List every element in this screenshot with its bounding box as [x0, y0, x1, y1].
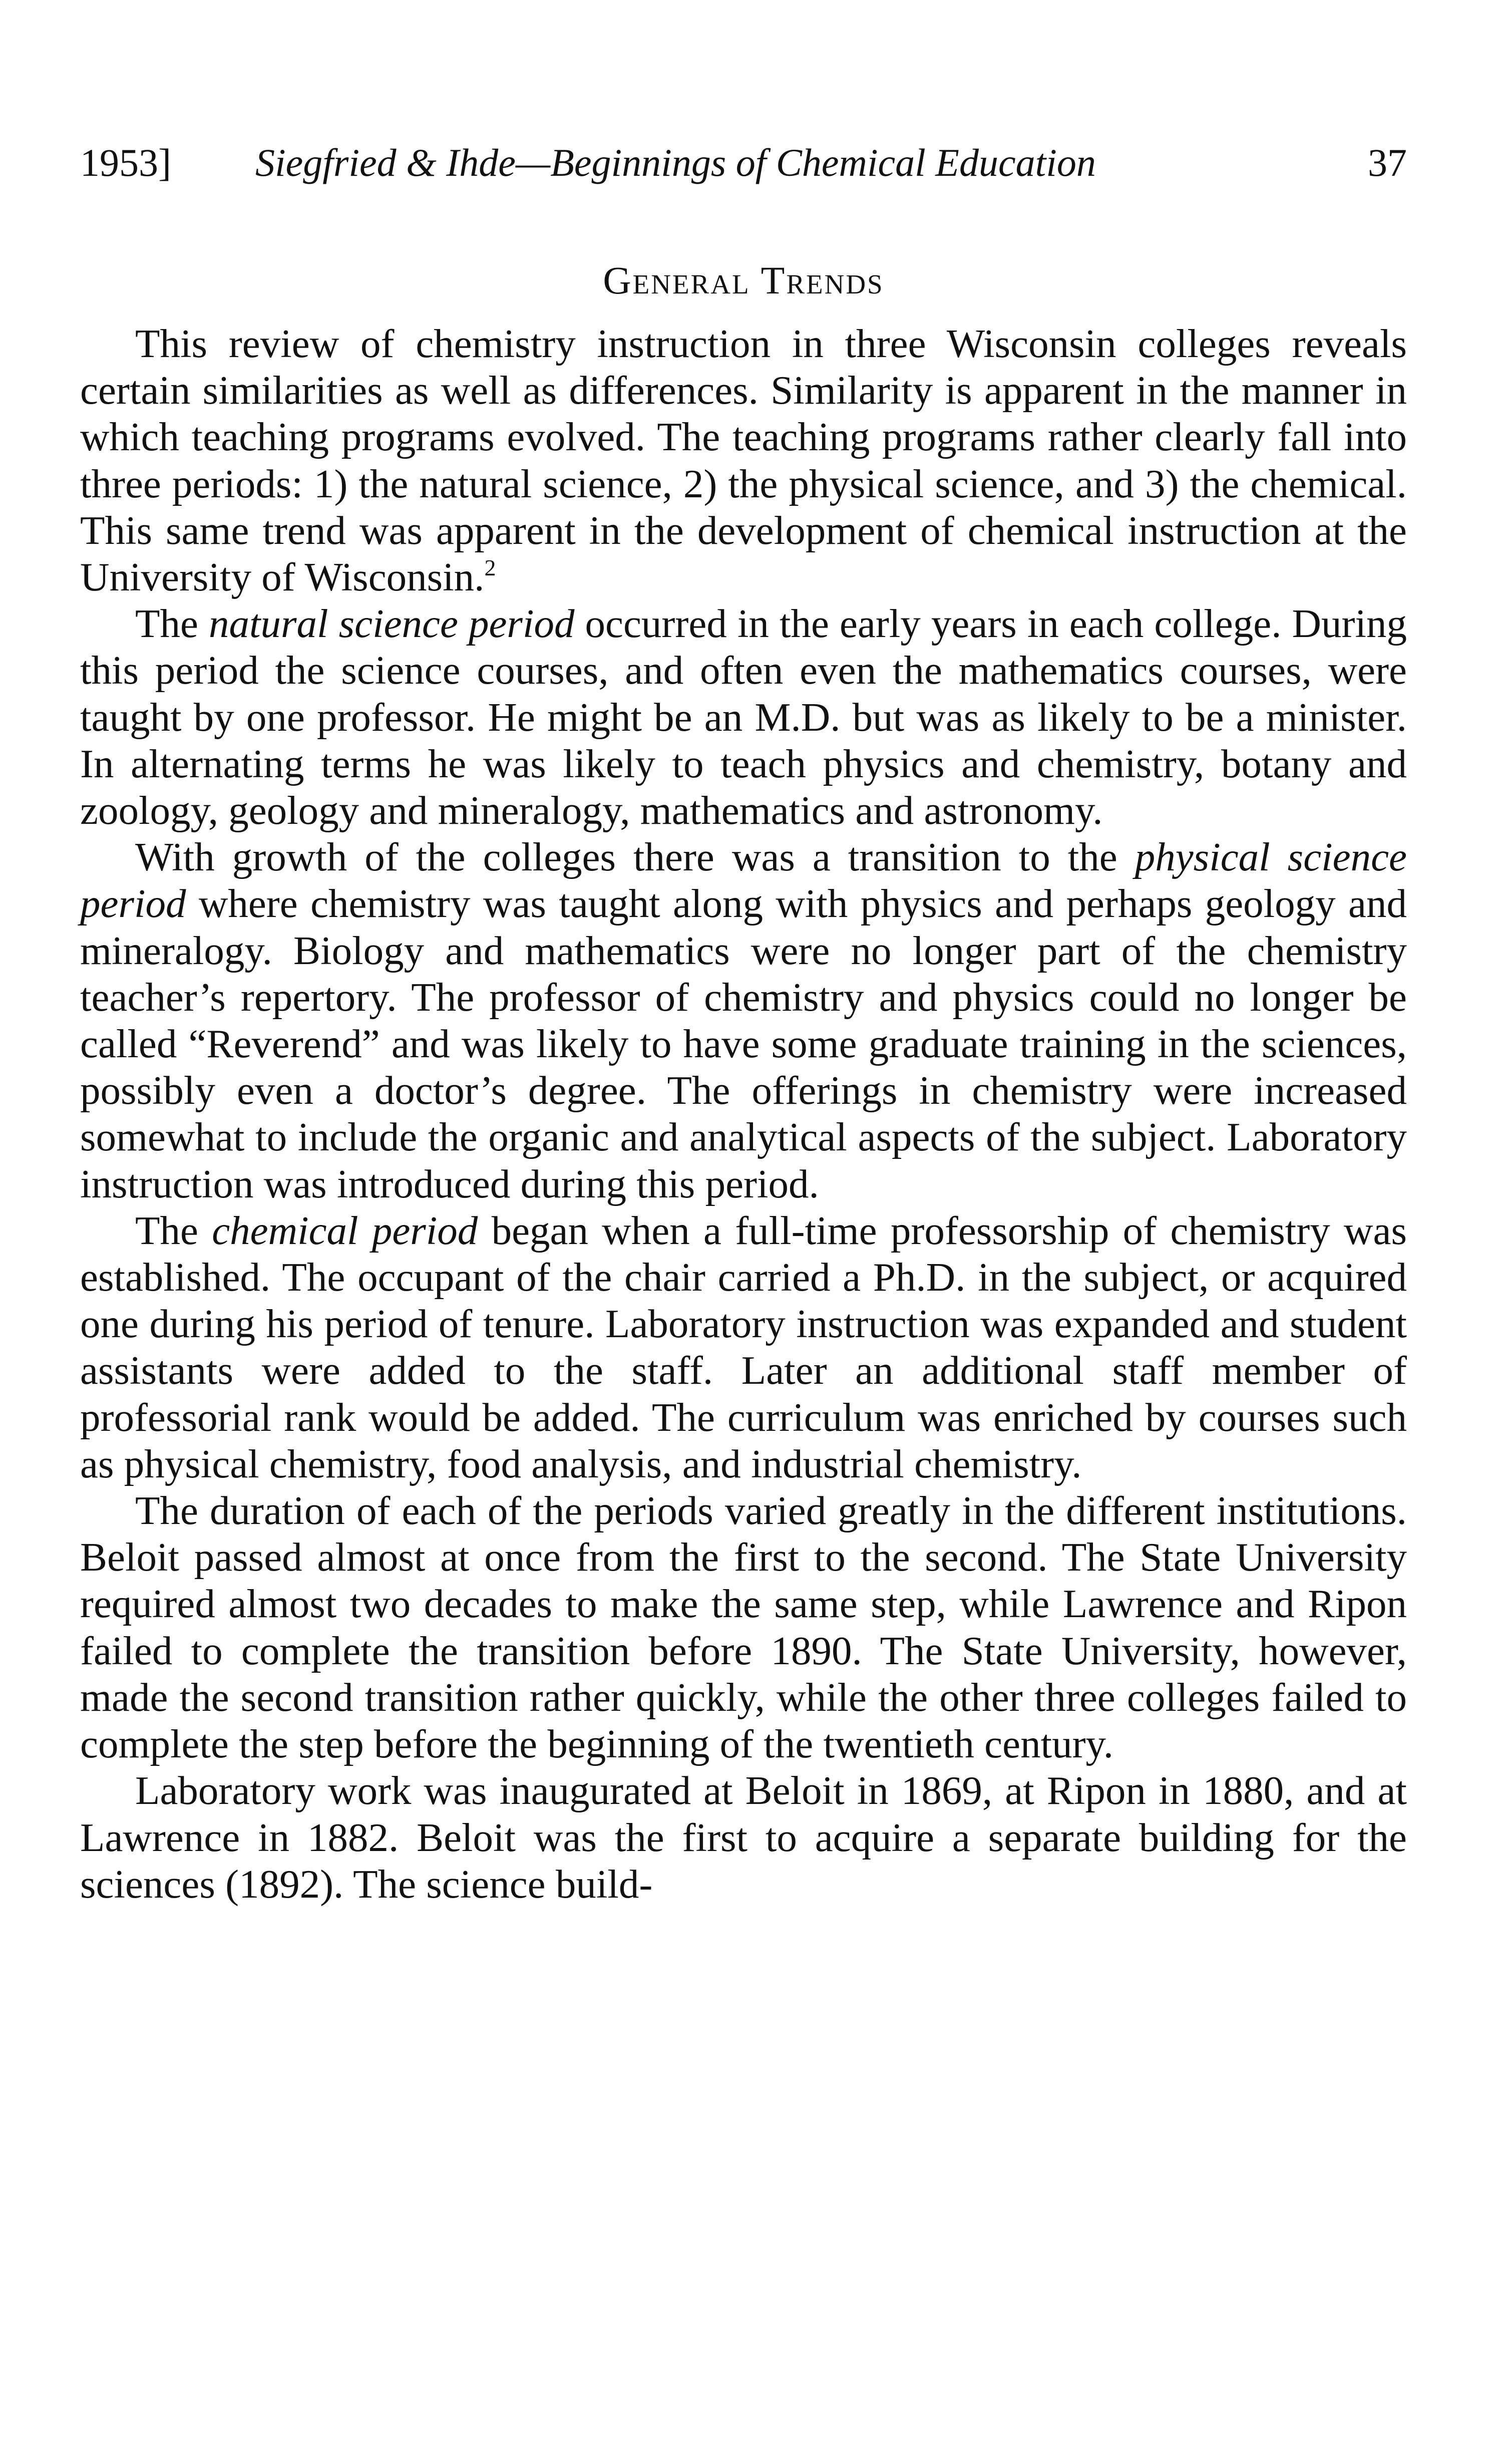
- paragraph-text: The duration of each of the periods varied greatly in the different institutions. Beloit passed almost at once from the first to the second. The State University required almost two decades to make the same step, while Lawrence and Ripon failed to complete the transition before 1890. The State University, however, made the second transition rather quickly, while the other three colleges failed to complete the step before the beginning of the twentieth century.: [80, 1488, 1407, 1767]
- paragraph-text: The: [135, 601, 209, 647]
- body-text: [80, 321, 1407, 1908]
- paragraph-text: With growth of the colleges there was a transition to the: [135, 834, 1135, 880]
- journal-page: [80, 0, 1407, 2452]
- running-head-title: Siegfried & Ihde—Beginnings of Chemical Education: [255, 141, 1096, 184]
- section-heading: General Trends: [603, 258, 884, 302]
- paragraph-period-duration: [80, 1487, 1407, 1767]
- paragraph-physical-science-period: [80, 834, 1407, 1207]
- italic-term-physical-science-period: physical science period: [80, 834, 1407, 927]
- paragraph-general-trends-overview: [80, 321, 1407, 600]
- paragraph-text: occurred in the early years in each college. During this period the science courses, and often even the mathematics courses, were taught by one professor. He might be an M.D. but was as likely to be a minister. In alternating terms he was likely to teach physics and chemistry, botany and zoology, geology and mineralogy, mathematics and astronomy.: [80, 601, 1407, 833]
- page-number: 37: [1368, 141, 1407, 184]
- paragraph-text: Laboratory work was inaugurated at Beloit in 1869, at Ripon in 1880, and at Lawrence in 1882. Beloit was the first to acquire a separate building for the sciences (1892). The science build-: [80, 1768, 1407, 1907]
- paragraph-text: This review of chemistry instruction in three Wisconsin colleges reveals certain similarities as well as differences. Similarity is apparent in the manner in which teaching programs evolved. The teaching programs rather clearly fall into three periods: 1) the natural science, 2) the physical science, and 3) the chemical. This same trend was apparent in the development of chemical instruction at the University of Wisconsin.: [80, 321, 1407, 600]
- footnote-reference: 2: [484, 555, 496, 581]
- running-head-year: 1953]: [80, 141, 171, 184]
- paragraph-text: where chemistry was taught along with physics and perhaps geology and mineralogy. Biology and mathematics were no longer part of the chemistry teacher’s repertory. The professor of chemistry and physics could no longer be called “Reverend” and was likely to have some graduate training in the sciences, possibly even a doctor’s degree. The offerings in chemistry were increased somewhat to include the organic and analytical aspects of the subject. Laboratory instruction was introduced during this period.: [80, 881, 1407, 1206]
- italic-term-natural-science-period: natural science period: [209, 601, 575, 647]
- paragraph-chemical-period: [80, 1207, 1407, 1487]
- paragraph-laboratory-work: [80, 1767, 1407, 1908]
- paragraph-natural-science-period: [80, 600, 1407, 834]
- paragraph-text: began when a full-time professorship of chemistry was established. The occupant of the chair carried a Ph.D. in the subject, or acquired one during his period of tenure. Laboratory instruction was expanded and student assistants were added to the staff. Later an additional staff member of professorial rank would be added. The curriculum was enriched by courses such as physical chemistry, food analysis, and industrial chemistry.: [80, 1207, 1407, 1486]
- paragraph-text: The: [135, 1207, 212, 1253]
- italic-term-chemical-period: chemical period: [212, 1207, 478, 1253]
- running-head: [80, 135, 1407, 190]
